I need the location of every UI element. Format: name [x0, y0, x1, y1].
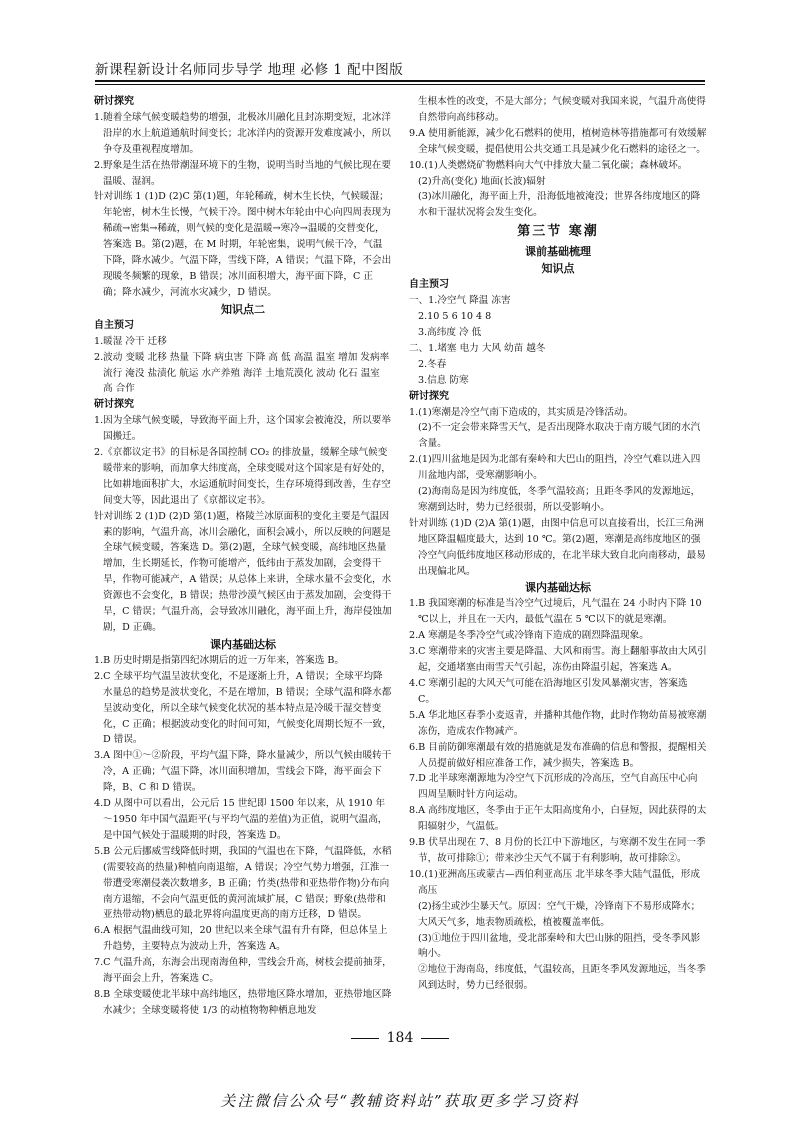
- answer-item: 1.(1)寒潮是冷空气南下造成的，其实质是冷锋活动。: [409, 406, 634, 418]
- answer-item: (2)扬尘或沙尘暴天气。原因：空气干燥，冷锋南下不易形成降水；大风天气多，地表物质疏松，植被覆盖率低。: [418, 900, 701, 928]
- section-label: 自主预习: [94, 319, 134, 331]
- answer-item: 8.B 全球变暖使北半球中高纬地区，热带地区降水增加，亚热带地区降水减少；全球变暖将使 1/3 的动植物物种栖息地发: [94, 988, 392, 1016]
- answer-item: 2.(1)四川盆地是因为北部有秦岭和大巴山的阻挡，冷空气难以进入四川盆地内部，受寒潮影响小。: [409, 454, 701, 482]
- answer-item: 3.C 寒潮带来的灾害主要是降温、大风和雨雪。海上翻船事故由大风引起，交通堵塞由雨雪天气引起，冻伤由降温引起，答案选 A。: [409, 646, 707, 674]
- answer-item: 2.冬春: [418, 358, 447, 370]
- page-number-dash-left: [351, 1038, 379, 1039]
- header-rule-thin: [95, 84, 705, 85]
- subsection-title: 课内基础达标: [210, 637, 276, 651]
- answer-item: 6.A 根据气温曲线可知，20 世纪以来全球气温有升有降，但总体呈上升趋势，主要特点为波动上升，答案选 A。: [94, 925, 388, 953]
- answer-item: 4.D 从图中可以看出，公元后 15 世纪即 1500 年以来，从 1910 年～1950 年中国气温距平(与平均气温的差值)为正值，说明气温高，是中国气候处于温暖期的时段，答案选 D。: [94, 798, 388, 841]
- answer-item: 6.B 目前防御寒潮最有效的措施就是发布准确的信息和警报，提醒相关人员提前做好相应准备工作，减少损失，答案选 B。: [409, 741, 707, 769]
- answer-continued: 生根本性的改变，不是大部分；气候变暖对我国来说，气温升高使得自然带向高纬移动。: [418, 96, 706, 123]
- answer-item: 3.高纬度 冷 低: [418, 326, 482, 338]
- answer-item: (2)海南岛是因为纬度低，冬季气温较高；且距冬季风的发源地远，寒潮到达时，势力已经很弱，所以受影响小。: [418, 486, 701, 513]
- answer-item: 2.C 全球平均气温呈波状变化，不是逐渐上升，A 错误；全球平均降水量总的趋势是波状变化，不是在增加，B 错误；全球气温和降水都呈波动变化，所以全球气候变化状况的基本特点是冷暖干湿交替变化，C 正确；根据波动变化的时间可知，气候变化周期长短不一致，D 错误。: [94, 670, 392, 746]
- page-number: [0, 1030, 800, 1046]
- page-number-text: 184: [386, 1030, 414, 1046]
- answer-item: 1.因为全球气候变暖，导致海平面上升，这个国家会被淹没，所以要举国搬迁。: [94, 415, 391, 443]
- answer-item: 一、1.冷空气 降温 冻害: [409, 295, 511, 307]
- subsection-title: 课内基础达标: [525, 581, 591, 595]
- answer-item: 5.A 华北地区春季小麦返青，并播种其他作物，此时作物幼苗易被寒潮冻伤，造成农作物减产。: [409, 709, 707, 737]
- left-column: [94, 94, 392, 1019]
- answer-item: 2.野象是生活在热带潮湿环境下的生物，说明当时当地的气候比现在要温暖、湿润。: [94, 159, 391, 187]
- answer-item: 1.随着全球气候变暖趋势的增强，北极冰川融化且封冻期变短，北冰洋沿岸的水上航道通航时间变长；北冰洋内的资源开发难度减小，所以争夺及重视程度增加。: [94, 111, 391, 155]
- footer-note: 关注微信公众号“教辅资料站”获取更多学习资料: [220, 1092, 580, 1110]
- answer-item: 二、1.堵塞 电力 大风 幼苗 越冬: [409, 342, 546, 354]
- right-column: [409, 94, 707, 994]
- section-label: 研讨探究: [409, 390, 449, 402]
- answer-item: 1.B 我国寒潮的标准是当冷空气过境后，凡气温在 24 小时内下降 10 ℃以上，并且在一天内，最低气温在 5 ℃以下的就是寒潮。: [409, 598, 702, 626]
- answer-item: 2.A 寒潮是冬季冷空气或冷锋南下造成的剧烈降温现象。: [409, 630, 649, 642]
- answer-item: 7.D 北半球寒潮源地为冷空气下沉形成的冷高压，空气自高压中心向四周呈顺时针方向运动。: [409, 773, 698, 801]
- answer-item: 7.C 气温升高，东海会出现南海鱼种，雪线会升高，树枝会提前抽芽，海平面会上升，答案选 C。: [94, 957, 392, 985]
- subsection-title: 课前基础梳理: [525, 245, 591, 259]
- header-rule-thick: [95, 80, 705, 82]
- answer-item: 2.波动 变暖 北移 热量 下降 病虫害 下降 高 低 高温 温室 增加 发病率 流行 淹没 盐渍化 航运 水产养殖 海洋 土地荒漠化 波动 化石 温室 高 合作: [94, 351, 390, 395]
- answer-item: 9.B 伏旱出现在 7、8 月份的长江中下游地区，与寒潮不发生在同一季节，故可排除①；带来沙尘天气不属于有利影响，故可排除②。: [409, 837, 706, 864]
- answer-item: 3.A 图中①～②阶段，平均气温下降，降水量减少，所以气候由暖转干冷，A 正确；气温下降，冰川面积增加，雪线会下降，海平面会下降，B、C 和 D 错误。: [94, 750, 392, 794]
- answer-item: 10.(1)亚洲高压或蒙古—西伯利亚高压 北半球冬季大陆气温低，形成高压: [409, 868, 700, 896]
- answer-item: 9.A 使用新能源，减少化石燃料的使用，植树造林等措施都可有效缓解全球气候变暖，提倡使用公共交通工具是减少化石燃料的途径之一。: [409, 127, 707, 155]
- answer-item: 4.C 寒潮引起的大风天气可能在沿海地区引发风暴潮灾害，答案选 C。: [409, 678, 688, 705]
- answer-item: 2.《京都议定书》的目标是各国控制 CO₂ 的排放量，缓解全球气候变暖带来的影响，而加拿大纬度高，全球变暖对这个国家是有好处的，比如耕地面积扩大，水运通航时间变长，生存环境得到改善，生存空间变大等，因此退出了《京都议定书》。: [94, 447, 391, 506]
- knowledge-point-title: 知识点二: [221, 302, 265, 316]
- training-answer: 针对训练 (1)D (2)A 第(1)题，由图中信息可以直接看出，长江三角洲地区降温幅度最大，达到 10 ℃。第(2)题，寒潮是高纬度地区的强冷空气向低纬度地区移动形成的，在北半球大致自北向南移动，最易出现偏北风。: [409, 517, 706, 577]
- answer-item: 5.B 公元后挪威雪线降低时期，我国的气温也在下降，气温降低，水稻(需要较高的热量)种植向南退缩，A 错误；冷空气势力增强，江淮一带遭受寒潮侵袭次数增多，B 正确；竹类(热带和亚热带作物)分布向南方退缩，不会向气温更低的黄河流域扩展，C 错误；野象(热带和亚热带动物)栖息的最北界将向温度更高的南方迁移，D 错误。: [94, 845, 392, 921]
- section-label: 研讨探究: [94, 399, 134, 411]
- section-heading: 第三节 寒潮: [517, 224, 599, 240]
- answer-item: (2)升高(变化) 地面(长波)辐射: [418, 175, 546, 187]
- answer-item: 1.暖湿 冷干 迁移: [94, 335, 167, 347]
- answer-item: (3)冰川融化，海平面上升，沿海低地被淹没；世界各纬度地区的降水和干湿状况将会发生变化。: [418, 191, 701, 219]
- running-header: 新课程新设计名师同步导学 地理 必修 1 配中图版: [95, 62, 404, 78]
- answer-item: 3.信息 防寒: [418, 374, 469, 386]
- answer-item: 10.(1)人类燃烧矿物燃料向大气中排放大量二氧化碳；森林破坏。: [409, 159, 688, 171]
- answer-item: 8.A 高纬度地区，冬季由于正午太阳高度角小，白昼短，因此获得的太阳辐射少，气温低。: [409, 805, 707, 833]
- training-answer: 针对训练 2 (1)D (2)D 第(1)题，格陵兰冰原面积的变化主要是气温因素的影响，气温升高，冰川会融化，面积会减小，所以反映的问题是全球气候变暖，答案选 D。第(2)题，全球气候变暖，高纬地区热量增加，生长期延长，作物可能增产，低纬由于蒸发加剧，会变得干旱，作物可能减产，A 错误；从总体上来讲，全球水量不会变化，水资源也不会变化，B 错误；热带沙漠气候区由于蒸发加剧，会变得干旱，C 错误；气温升高，会导致冰川融化，海平面上升，海岸侵蚀加剧，D 正确。: [94, 510, 392, 633]
- answer-item: 1.B 历史时期是指第四纪冰期后的近一万年来，答案选 B。: [94, 654, 345, 666]
- answer-item: (3)①地位于四川盆地，受北部秦岭和大巴山脉的阻挡，受冬季风影响小。: [418, 932, 701, 960]
- section-label: 研讨探究: [94, 96, 134, 107]
- training-answer: 针对训练 1 (1)D (2)C 第(1)题，年轮稀疏，树木生长快，气候暖湿；年轮密，树木生长慢，气候干冷。图中树木年轮由中心向四周表现为稀疏→密集→稀疏，则气候的变化是温暖→寒冷→温暖的交替变化，答案选 B。第(2)题，在 M 时期，年轮密集，说明气候干冷，气温下降，降水减少。气温下降，雪线下降，A 错误；气温下降，不会出现暖冬频繁的现象，B 错误；冰川面积增大，海平面下降，C 正确；降水减少，河流水灾减少，D 错误。: [94, 191, 392, 298]
- page-number-dash-right: [421, 1038, 449, 1039]
- section-label: 自主预习: [409, 279, 449, 291]
- answer-item: ②地位于海南岛，纬度低，气温较高，且距冬季风发源地远，当冬季风到达时，势力已经很弱。: [418, 964, 706, 992]
- answer-item: 2.10 5 6 10 4 8: [418, 311, 492, 323]
- answer-item: (2)不一定会带来降雪天气，是否出现降水取决于南方暖气团的水汽含量。: [418, 422, 701, 450]
- knowledge-point-title: 知识点: [541, 262, 575, 276]
